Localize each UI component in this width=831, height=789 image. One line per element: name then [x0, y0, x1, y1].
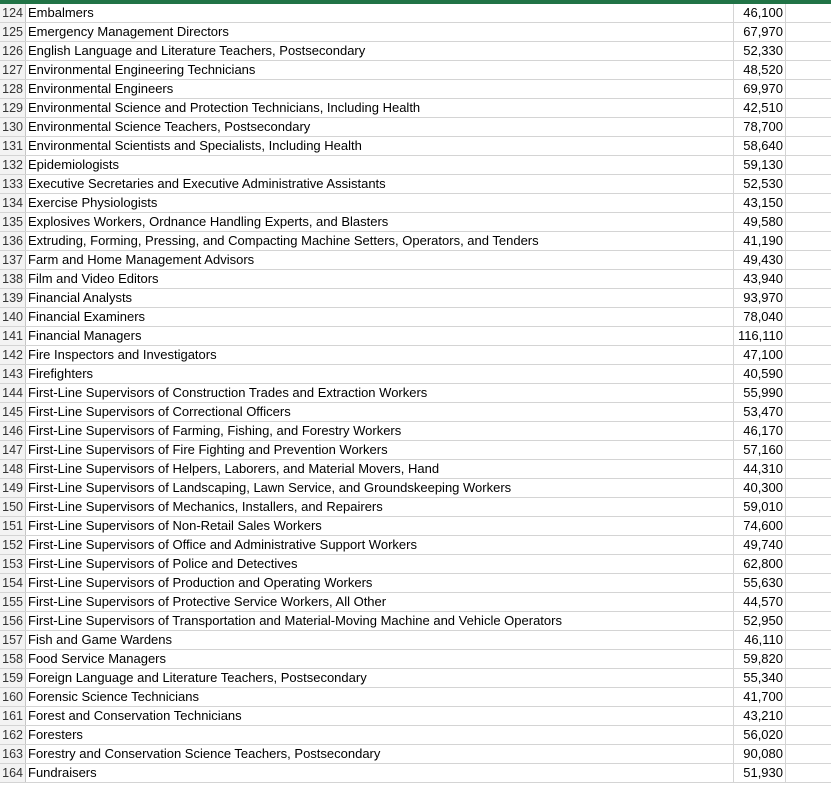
table-row	[0, 536, 831, 555]
empty-cell[interactable]	[786, 403, 831, 421]
row-header[interactable]: 158	[0, 650, 26, 668]
wage-cell[interactable]: 55,990	[734, 384, 786, 402]
row-header[interactable]: 135	[0, 213, 26, 231]
table-row	[0, 422, 831, 441]
row-header[interactable]: 139	[0, 289, 26, 307]
occupation-cell[interactable]: Fire Inspectors and Investigators	[26, 346, 734, 364]
wage-cell[interactable]: 56,020	[734, 726, 786, 744]
wage-cell[interactable]: 53,470	[734, 403, 786, 421]
table-row	[0, 308, 831, 327]
row-header[interactable]: 147	[0, 441, 26, 459]
wage-cell[interactable]: 40,590	[734, 365, 786, 383]
occupation-cell[interactable]: Extruding, Forming, Pressing, and Compacting Machine Setters, Operators, and Tenders	[26, 232, 734, 250]
occupation-cell[interactable]: Environmental Engineering Technicians	[26, 61, 734, 79]
occupation-cell[interactable]: Financial Examiners	[26, 308, 734, 326]
wage-cell[interactable]: 46,110	[734, 631, 786, 649]
empty-cell[interactable]	[786, 574, 831, 592]
table-row	[0, 23, 831, 42]
occupation-cell[interactable]: Farm and Home Management Advisors	[26, 251, 734, 269]
occupation-cell[interactable]: Embalmers	[26, 4, 734, 22]
empty-cell[interactable]	[786, 156, 831, 174]
occupation-cell[interactable]: First-Line Supervisors of Construction Trades and Extraction Workers	[26, 384, 734, 402]
row-header[interactable]: 142	[0, 346, 26, 364]
table-row	[0, 593, 831, 612]
table-row	[0, 42, 831, 61]
row-header[interactable]: 145	[0, 403, 26, 421]
empty-cell[interactable]	[786, 80, 831, 98]
row-header[interactable]: 129	[0, 99, 26, 117]
empty-cell[interactable]	[786, 460, 831, 478]
occupation-cell[interactable]: First-Line Supervisors of Production and Operating Workers	[26, 574, 734, 592]
empty-cell[interactable]	[786, 42, 831, 60]
wage-cell[interactable]: 78,040	[734, 308, 786, 326]
wage-cell[interactable]: 49,430	[734, 251, 786, 269]
wage-cell[interactable]: 74,600	[734, 517, 786, 535]
empty-cell[interactable]	[786, 498, 831, 516]
empty-cell[interactable]	[786, 726, 831, 744]
occupation-cell[interactable]: Fish and Game Wardens	[26, 631, 734, 649]
row-header[interactable]: 131	[0, 137, 26, 155]
wage-cell[interactable]: 52,530	[734, 175, 786, 193]
empty-cell[interactable]	[786, 593, 831, 611]
empty-cell[interactable]	[786, 137, 831, 155]
table-row	[0, 118, 831, 137]
table-row	[0, 194, 831, 213]
row-header[interactable]: 156	[0, 612, 26, 630]
occupation-cell[interactable]: First-Line Supervisors of Non-Retail Sales Workers	[26, 517, 734, 535]
row-header[interactable]: 141	[0, 327, 26, 345]
wage-cell[interactable]: 44,570	[734, 593, 786, 611]
table-row	[0, 137, 831, 156]
wage-cell[interactable]: 59,010	[734, 498, 786, 516]
row-header[interactable]: 144	[0, 384, 26, 402]
table-row	[0, 270, 831, 289]
row-header[interactable]: 125	[0, 23, 26, 41]
empty-cell[interactable]	[786, 669, 831, 687]
wage-cell[interactable]: 43,210	[734, 707, 786, 725]
wage-cell[interactable]: 49,580	[734, 213, 786, 231]
row-header[interactable]: 151	[0, 517, 26, 535]
table-row	[0, 289, 831, 308]
row-header[interactable]: 150	[0, 498, 26, 516]
row-header[interactable]: 127	[0, 61, 26, 79]
wage-cell[interactable]: 93,970	[734, 289, 786, 307]
empty-cell[interactable]	[786, 118, 831, 136]
row-header[interactable]: 164	[0, 764, 26, 782]
wage-cell[interactable]: 58,640	[734, 137, 786, 155]
empty-cell[interactable]	[786, 422, 831, 440]
wage-cell[interactable]: 62,800	[734, 555, 786, 573]
occupation-cell[interactable]: Financial Analysts	[26, 289, 734, 307]
occupation-cell[interactable]: Environmental Engineers	[26, 80, 734, 98]
row-header[interactable]: 162	[0, 726, 26, 744]
table-row	[0, 80, 831, 99]
empty-cell[interactable]	[786, 61, 831, 79]
empty-cell[interactable]	[786, 232, 831, 250]
wage-cell[interactable]: 46,170	[734, 422, 786, 440]
empty-cell[interactable]	[786, 270, 831, 288]
spreadsheet-grid	[0, 4, 831, 783]
empty-cell[interactable]	[786, 213, 831, 231]
wage-cell[interactable]: 52,330	[734, 42, 786, 60]
table-row	[0, 688, 831, 707]
occupation-cell[interactable]: First-Line Supervisors of Protective Service Workers, All Other	[26, 593, 734, 611]
wage-cell[interactable]: 52,950	[734, 612, 786, 630]
row-header[interactable]: 143	[0, 365, 26, 383]
row-header[interactable]: 155	[0, 593, 26, 611]
empty-cell[interactable]	[786, 764, 831, 782]
row-header[interactable]: 146	[0, 422, 26, 440]
empty-cell[interactable]	[786, 289, 831, 307]
row-header[interactable]: 140	[0, 308, 26, 326]
wage-cell[interactable]: 40,300	[734, 479, 786, 497]
empty-cell[interactable]	[786, 327, 831, 345]
wage-cell[interactable]: 59,820	[734, 650, 786, 668]
occupation-cell[interactable]: Epidemiologists	[26, 156, 734, 174]
occupation-cell[interactable]: First-Line Supervisors of Correctional Officers	[26, 403, 734, 421]
table-row	[0, 707, 831, 726]
table-row	[0, 612, 831, 631]
row-header[interactable]: 152	[0, 536, 26, 554]
wage-cell[interactable]: 41,190	[734, 232, 786, 250]
row-header[interactable]: 161	[0, 707, 26, 725]
empty-cell[interactable]	[786, 194, 831, 212]
empty-cell[interactable]	[786, 688, 831, 706]
wage-cell[interactable]: 43,150	[734, 194, 786, 212]
occupation-cell[interactable]: First-Line Supervisors of Mechanics, Installers, and Repairers	[26, 498, 734, 516]
wage-cell[interactable]: 90,080	[734, 745, 786, 763]
occupation-cell[interactable]: Food Service Managers	[26, 650, 734, 668]
wage-cell[interactable]: 69,970	[734, 80, 786, 98]
table-row	[0, 479, 831, 498]
occupation-cell[interactable]: Executive Secretaries and Executive Administrative Assistants	[26, 175, 734, 193]
row-header[interactable]: 124	[0, 4, 26, 22]
row-header[interactable]: 163	[0, 745, 26, 763]
wage-cell[interactable]: 116,110	[734, 327, 786, 345]
empty-cell[interactable]	[786, 631, 831, 649]
occupation-cell[interactable]: First-Line Supervisors of Farming, Fishing, and Forestry Workers	[26, 422, 734, 440]
empty-cell[interactable]	[786, 251, 831, 269]
wage-cell[interactable]: 44,310	[734, 460, 786, 478]
empty-cell[interactable]	[786, 707, 831, 725]
table-row	[0, 460, 831, 479]
table-row	[0, 726, 831, 745]
wage-cell[interactable]: 42,510	[734, 99, 786, 117]
empty-cell[interactable]	[786, 745, 831, 763]
empty-cell[interactable]	[786, 23, 831, 41]
table-row	[0, 365, 831, 384]
occupation-cell[interactable]: Firefighters	[26, 365, 734, 383]
empty-cell[interactable]	[786, 4, 831, 22]
table-row	[0, 251, 831, 270]
occupation-cell[interactable]: First-Line Supervisors of Helpers, Laborers, and Material Movers, Hand	[26, 460, 734, 478]
occupation-cell[interactable]: Environmental Scientists and Specialists, Including Health	[26, 137, 734, 155]
table-row	[0, 574, 831, 593]
table-row	[0, 745, 831, 764]
wage-cell[interactable]: 57,160	[734, 441, 786, 459]
occupation-cell[interactable]: Fundraisers	[26, 764, 734, 782]
wage-cell[interactable]: 46,100	[734, 4, 786, 22]
empty-cell[interactable]	[786, 365, 831, 383]
row-header[interactable]: 137	[0, 251, 26, 269]
occupation-cell[interactable]: Explosives Workers, Ordnance Handling Experts, and Blasters	[26, 213, 734, 231]
occupation-cell[interactable]: First-Line Supervisors of Transportation and Material-Moving Machine and Vehicle Operators	[26, 612, 734, 630]
table-row	[0, 99, 831, 118]
wage-cell[interactable]: 43,940	[734, 270, 786, 288]
empty-cell[interactable]	[786, 650, 831, 668]
occupation-cell[interactable]: English Language and Literature Teachers, Postsecondary	[26, 42, 734, 60]
table-row	[0, 403, 831, 422]
table-row	[0, 61, 831, 80]
empty-cell[interactable]	[786, 479, 831, 497]
occupation-cell[interactable]: Forensic Science Technicians	[26, 688, 734, 706]
table-row	[0, 669, 831, 688]
wage-cell[interactable]: 78,700	[734, 118, 786, 136]
wage-cell[interactable]: 55,630	[734, 574, 786, 592]
table-row	[0, 213, 831, 232]
empty-cell[interactable]	[786, 536, 831, 554]
table-row	[0, 441, 831, 460]
wage-cell[interactable]: 55,340	[734, 669, 786, 687]
table-row	[0, 764, 831, 783]
row-header[interactable]: 133	[0, 175, 26, 193]
occupation-cell[interactable]: Foreign Language and Literature Teachers, Postsecondary	[26, 669, 734, 687]
row-header[interactable]: 159	[0, 669, 26, 687]
empty-cell[interactable]	[786, 99, 831, 117]
empty-cell[interactable]	[786, 441, 831, 459]
empty-cell[interactable]	[786, 346, 831, 364]
wage-cell[interactable]: 51,930	[734, 764, 786, 782]
wage-cell[interactable]: 67,970	[734, 23, 786, 41]
occupation-cell[interactable]: Forest and Conservation Technicians	[26, 707, 734, 725]
row-header[interactable]: 138	[0, 270, 26, 288]
row-header[interactable]: 130	[0, 118, 26, 136]
row-header[interactable]: 132	[0, 156, 26, 174]
table-row	[0, 650, 831, 669]
table-row	[0, 156, 831, 175]
occupation-cell[interactable]: First-Line Supervisors of Police and Detectives	[26, 555, 734, 573]
occupation-cell[interactable]: Emergency Management Directors	[26, 23, 734, 41]
table-row	[0, 327, 831, 346]
row-header[interactable]: 154	[0, 574, 26, 592]
occupation-cell[interactable]: Financial Managers	[26, 327, 734, 345]
row-header[interactable]: 157	[0, 631, 26, 649]
table-row	[0, 346, 831, 365]
table-row	[0, 384, 831, 403]
empty-cell[interactable]	[786, 517, 831, 535]
occupation-cell[interactable]: Exercise Physiologists	[26, 194, 734, 212]
occupation-cell[interactable]: First-Line Supervisors of Fire Fighting and Prevention Workers	[26, 441, 734, 459]
table-row	[0, 517, 831, 536]
empty-cell[interactable]	[786, 612, 831, 630]
table-row	[0, 4, 831, 23]
row-header[interactable]: 148	[0, 460, 26, 478]
row-header[interactable]: 136	[0, 232, 26, 250]
occupation-cell[interactable]: Environmental Science and Protection Technicians, Including Health	[26, 99, 734, 117]
occupation-cell[interactable]: Forestry and Conservation Science Teachers, Postsecondary	[26, 745, 734, 763]
wage-cell[interactable]: 49,740	[734, 536, 786, 554]
wage-cell[interactable]: 41,700	[734, 688, 786, 706]
empty-cell[interactable]	[786, 555, 831, 573]
occupation-cell[interactable]: Foresters	[26, 726, 734, 744]
wage-cell[interactable]: 48,520	[734, 61, 786, 79]
table-row	[0, 631, 831, 650]
empty-cell[interactable]	[786, 175, 831, 193]
row-header[interactable]: 134	[0, 194, 26, 212]
wage-cell[interactable]: 59,130	[734, 156, 786, 174]
table-row	[0, 232, 831, 251]
occupation-cell[interactable]: Environmental Science Teachers, Postsecondary	[26, 118, 734, 136]
table-row	[0, 555, 831, 574]
occupation-cell[interactable]: Film and Video Editors	[26, 270, 734, 288]
table-row	[0, 498, 831, 517]
row-header[interactable]: 126	[0, 42, 26, 60]
wage-cell[interactable]: 47,100	[734, 346, 786, 364]
occupation-cell[interactable]: First-Line Supervisors of Office and Administrative Support Workers	[26, 536, 734, 554]
row-header[interactable]: 149	[0, 479, 26, 497]
table-row	[0, 175, 831, 194]
row-header[interactable]: 160	[0, 688, 26, 706]
row-header[interactable]: 153	[0, 555, 26, 573]
row-header[interactable]: 128	[0, 80, 26, 98]
occupation-cell[interactable]: First-Line Supervisors of Landscaping, Lawn Service, and Groundskeeping Workers	[26, 479, 734, 497]
empty-cell[interactable]	[786, 308, 831, 326]
empty-cell[interactable]	[786, 384, 831, 402]
